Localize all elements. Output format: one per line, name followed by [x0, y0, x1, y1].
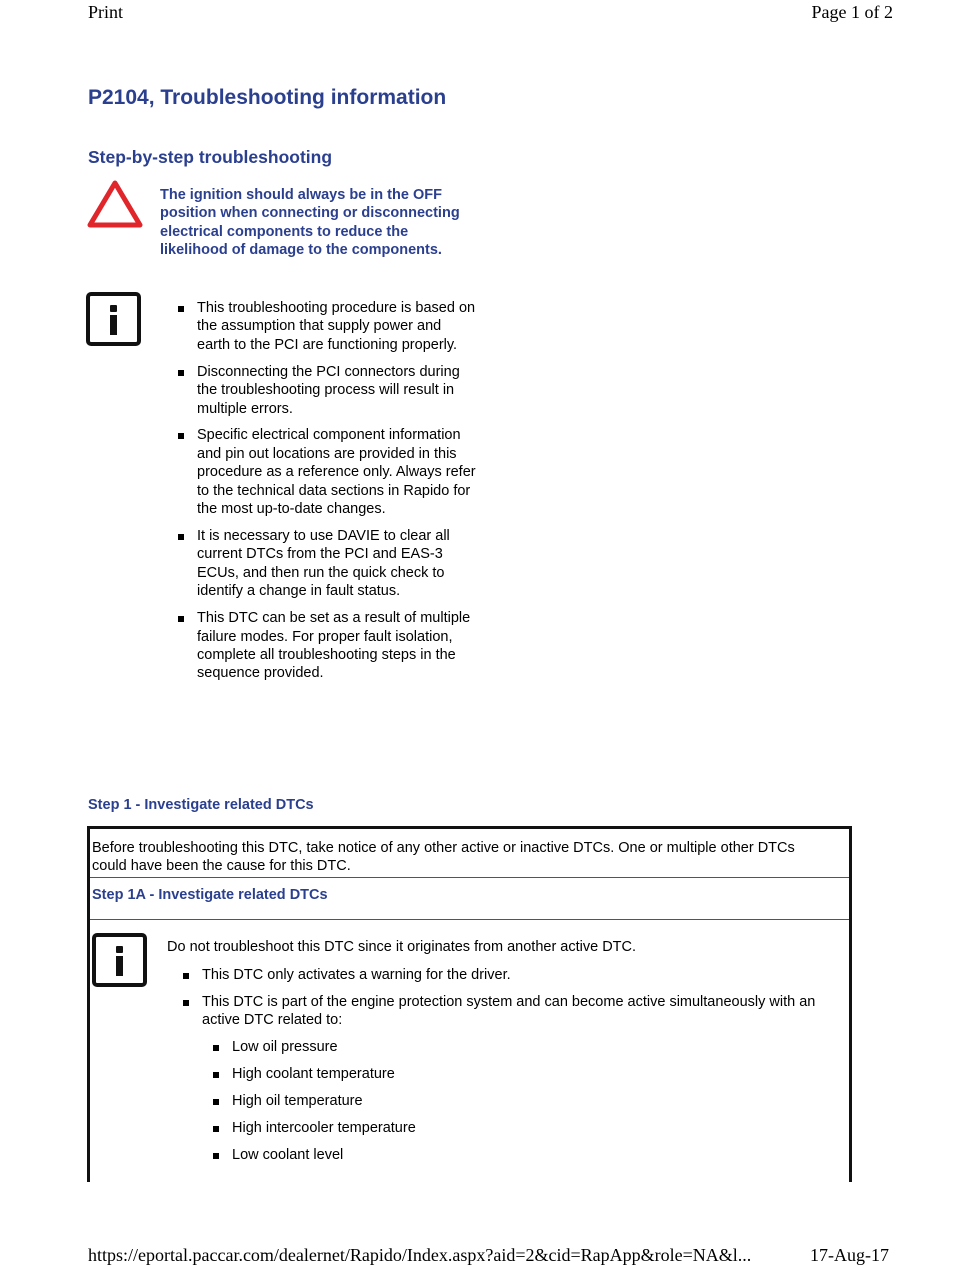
print-header: Print [88, 2, 124, 22]
bullet-icon [178, 306, 184, 312]
sub-list-item: Low coolant level [232, 1146, 842, 1164]
section-heading: Step-by-step troubleshooting [88, 147, 333, 167]
list-item: This DTC is part of the engine protection system and can become active simultaneously with an active DTC related to: Low oil pressure High coolant temperature High oil temperature High intercooler temperature Low coolant level [202, 993, 842, 1165]
bullet-icon [213, 1153, 219, 1159]
step-intro: Before troubleshooting this DTC, take notice of any other active or inactive DTCs. One or multiple other DTCs could have been the cause for this DTC. [92, 840, 795, 875]
info-list [197, 299, 477, 691]
bullet-icon [178, 433, 184, 439]
step-list [202, 966, 842, 1173]
step-note: Do not troubleshoot this DTC since it originates from another active DTC. [167, 939, 637, 955]
divider [90, 877, 849, 878]
bullet-icon [178, 370, 184, 376]
bullet-icon [213, 1045, 219, 1051]
step1a-heading: Step 1A - Investigate related DTCs [92, 887, 328, 903]
list-item: This troubleshooting procedure is based on the assumption that supply power and earth to the PCI are functioning properly. [197, 299, 477, 354]
bullet-icon [183, 1000, 189, 1006]
footer-date: 17-Aug-17 [810, 1245, 889, 1265]
list-item: It is necessary to use DAVIE to clear all current DTCs from the PCI and EAS-3 ECUs, and then run the quick check to identify a change in fault status. [197, 527, 477, 601]
step1-heading: Step 1 - Investigate related DTCs [88, 797, 314, 813]
list-item: This DTC can be set as a result of multiple failure modes. For proper fault isolation, complete all troubleshooting steps in the sequence provided. [197, 609, 477, 683]
warning-text: The ignition should always be in the OFF position when connecting or disconnecting electrical components to reduce the likelihood of damage to the components. [160, 187, 460, 259]
sub-list-item: Low oil pressure [232, 1038, 842, 1056]
bullet-icon [213, 1126, 219, 1132]
bullet-icon [213, 1072, 219, 1078]
page-title: P2104, Troubleshooting information [88, 86, 447, 109]
bullet-icon [213, 1099, 219, 1105]
warning-triangle-icon [86, 178, 144, 230]
divider [90, 919, 849, 920]
info-icon [92, 933, 147, 987]
sub-list-item: High intercooler temperature [232, 1119, 842, 1137]
list-item: Disconnecting the PCI connectors during the troubleshooting process will result in multiple errors. [197, 363, 477, 418]
sub-list-item: High coolant temperature [232, 1065, 842, 1083]
bullet-icon [178, 534, 184, 540]
info-icon [86, 292, 141, 346]
bullet-icon [183, 973, 189, 979]
sub-list [232, 1038, 842, 1164]
sub-list-item: High oil temperature [232, 1092, 842, 1110]
footer-url: https://eportal.paccar.com/dealernet/Rapido/Index.aspx?aid=2&cid=RapApp&role=NA&l... [88, 1245, 752, 1265]
list-item: Specific electrical component information and pin out locations are provided in this procedure as a reference only. Always refer to the technical data sections in Rapido for the most up-to-date changes. [197, 426, 477, 518]
list-item: This DTC only activates a warning for the driver. [202, 966, 842, 984]
page-number: Page 1 of 2 [811, 2, 893, 22]
bullet-icon [178, 616, 184, 622]
